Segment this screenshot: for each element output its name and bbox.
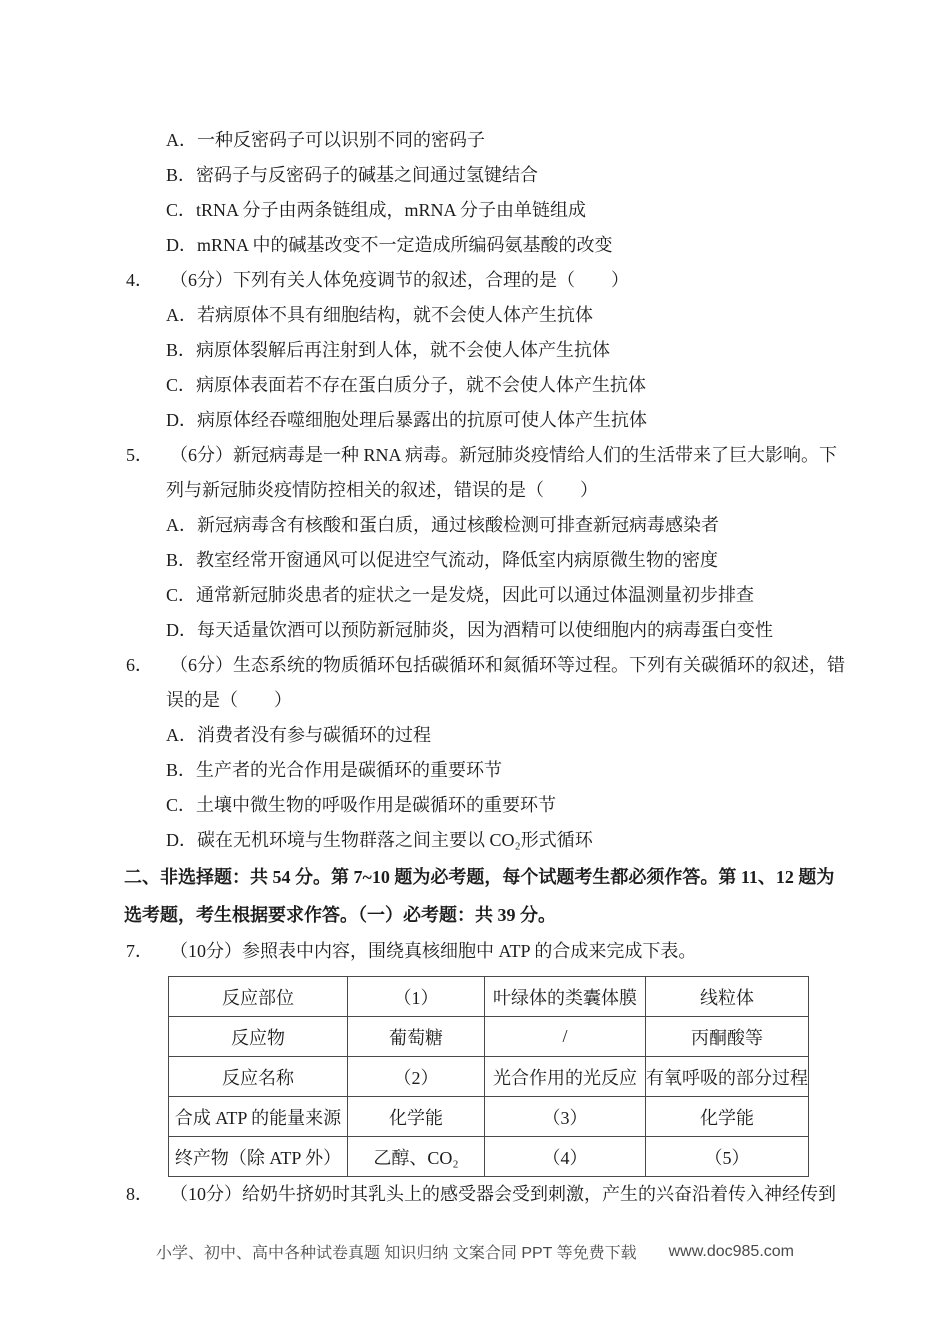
q6-option-d: D．碳在无机环境与生物群落之间主要以 CO₂形式循环 [166,830,593,850]
table-cell: （2） [348,1057,485,1097]
section2-header-line2: 选考题，考生根据要求作答。（一）必考题：共 39 分。 [124,905,556,925]
table-row-end-products [169,1137,809,1177]
table-cell: 反应名称 [169,1057,348,1097]
q8-lead-text: （10分）给奶牛挤奶时其乳头上的感受器会受到刺激，产生的兴奋沿着传入神经传到 [170,1184,836,1204]
q6-lead [126,648,850,683]
table-row-reaction-site [169,977,809,1017]
q4-option-c: C．病原体表面若不存在蛋白质分子，就不会使人体产生抗体 [166,375,647,395]
table-cell: 乙醇、CO₂ [348,1137,485,1177]
table-cell: 合成 ATP 的能量来源 [169,1097,348,1137]
q3-option-a: A．一种反密码子可以识别不同的密码子 [166,130,485,150]
q6-option-c: C．土壤中微生物的呼吸作用是碳循环的重要环节 [166,795,557,815]
table-cell: / [485,1017,646,1057]
table-cell: 化学能 [646,1097,809,1137]
q4-option-b: B．病原体裂解后再注射到人体，就不会使人体产生抗体 [166,340,611,360]
q5-option-c: C．通常新冠肺炎患者的症状之一是发烧，因此可以通过体温测量初步排查 [166,585,755,605]
q8-lead [126,1177,850,1212]
footer-text: 小学、初中、高中各种试卷真题 知识归纳 文案合同 PPT 等免费下载 [155,1245,637,1262]
q7-lead-text: （10分）参照表中内容，围绕真核细胞中 ATP 的合成来完成下表。 [170,941,697,961]
q4-lead [126,263,850,298]
table-cell: 反应物 [169,1017,348,1057]
table-cell: 有氧呼吸的部分过程 [646,1057,809,1097]
table-cell: 叶绿体的类囊体膜 [485,977,646,1017]
table-cell: 光合作用的光反应 [485,1057,646,1097]
q7-lead [126,934,850,969]
q3-option-b: B．密码子与反密码子的碱基之间通过氢键结合 [166,165,539,185]
table-cell: （5） [646,1137,809,1177]
q7-atp-table [168,976,809,1177]
table-cell: 化学能 [348,1097,485,1137]
q3-option-d: D．mRNA 中的碱基改变不一定造成所编码氨基酸的改变 [166,235,613,255]
table-cell: 葡萄糖 [348,1017,485,1057]
table-row-energy-source [169,1097,809,1137]
q4-option-a: A．若病原体不具有细胞结构，就不会使人体产生抗体 [166,305,593,325]
q5-option-a: A．新冠病毒含有核酸和蛋白质，通过核酸检测可排查新冠病毒感染者 [166,515,719,535]
q5-option-d: D．每天适量饮酒可以预防新冠肺炎，因为酒精可以使细胞内的病毒蛋白变性 [166,620,773,640]
q6-number: 6． [126,655,153,675]
q6-option-a: A．消费者没有参与碳循环的过程 [166,725,431,745]
q6-option-b: B．生产者的光合作用是碳循环的重要环节 [166,760,503,780]
footer-url: www.doc985.com [668,1242,794,1260]
q5-lead [126,438,850,473]
table-cell: （4） [485,1137,646,1177]
table-cell: （1） [348,977,485,1017]
page-footer [0,1240,950,1263]
q5-option-b: B．教室经常开窗通风可以促进空气流动，降低室内病原微生物的密度 [166,550,719,570]
q4-option-d: D．病原体经吞噬细胞处理后暴露出的抗原可使人体产生抗体 [166,410,647,430]
q4-lead-text: （6分）下列有关人体免疫调节的叙述，合理的是（ ） [170,270,629,290]
q3-option-c: C．tRNA 分子由两条链组成，mRNA 分子由单链组成 [166,200,587,220]
q8-number: 8． [126,1184,153,1204]
table-cell: 反应部位 [169,977,348,1017]
section2-header-line1: 二、非选择题：共 54 分。第 7~10 题为必考题，每个试题考生都必须作答。第 11、12 题为 [124,867,835,887]
table-row-reactants [169,1017,809,1057]
table-cell: （3） [485,1097,646,1137]
table-cell: 终产物（除 ATP 外） [169,1137,348,1177]
q7-number: 7． [126,941,153,961]
q5-lead-text-line1: （6分）新冠病毒是一种 RNA 病毒。新冠肺炎疫情给人们的生活带来了巨大影响。下 [170,445,838,465]
q6-lead-text-line2: 误的是（ ） [166,690,292,710]
table-cell: 丙酮酸等 [646,1017,809,1057]
q6-lead-text-line1: （6分）生态系统的物质循环包括碳循环和氮循环等过程。下列有关碳循环的叙述，错 [170,655,845,675]
q5-number: 5． [126,445,153,465]
table-row-reaction-name [169,1057,809,1097]
table-cell: 线粒体 [646,977,809,1017]
q5-lead-text-line2: 列与新冠肺炎疫情防控相关的叙述，错误的是（ ） [166,480,598,500]
q4-number: 4． [126,270,153,290]
